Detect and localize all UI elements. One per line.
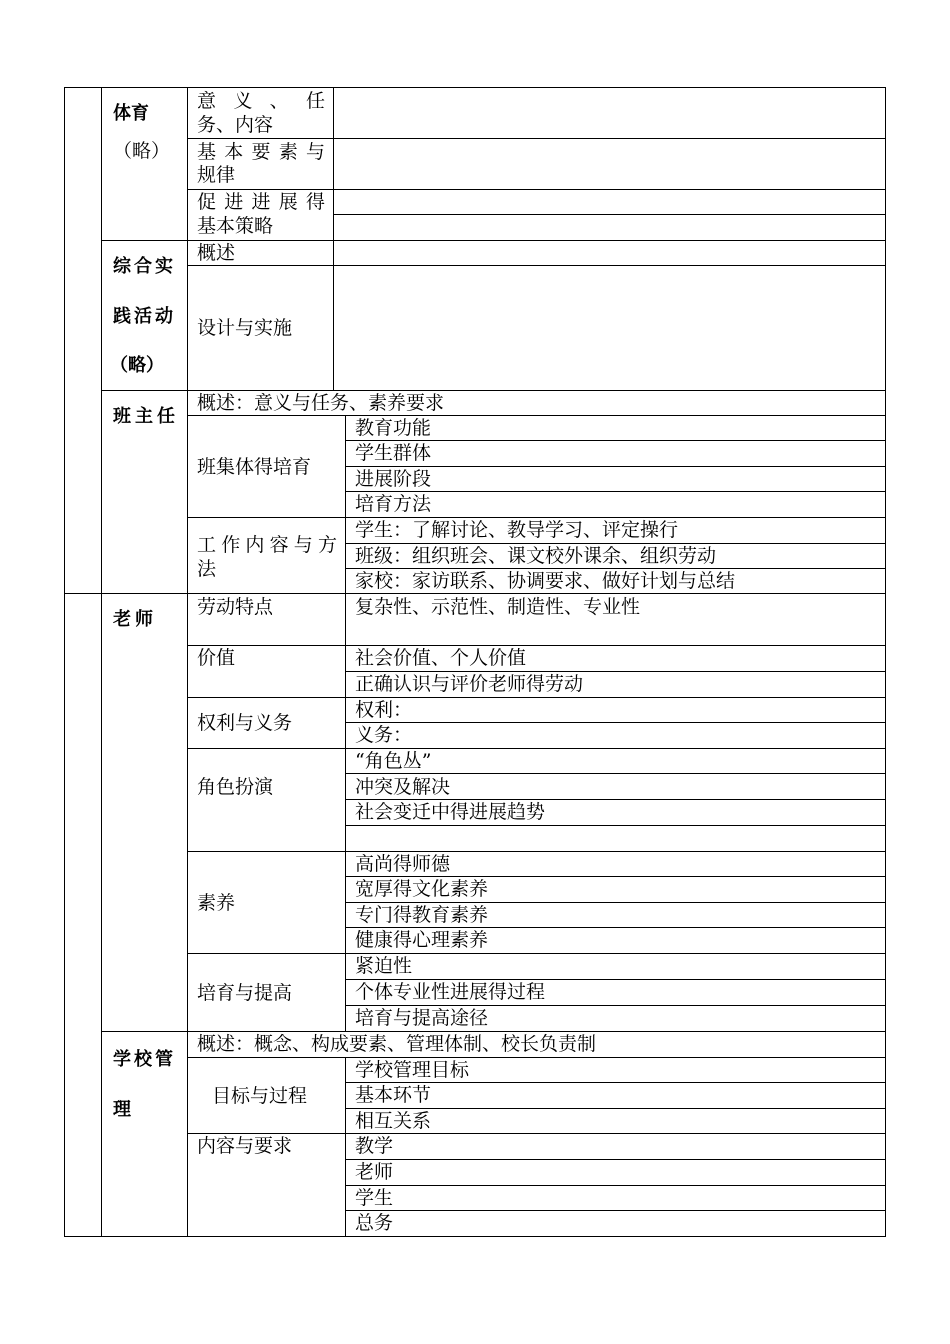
laoshi-item-value-2: 正确认识与评价老师得劳动 — [355, 673, 584, 695]
laoshi-item-quality-2: 宽厚得文化素养 — [355, 878, 489, 900]
section-sep-laoshi — [101, 1031, 886, 1032]
section-title-xuexiao-2: 理 — [113, 1099, 131, 1120]
laoshi-item-rights-1: 权利： — [355, 699, 413, 721]
banzhuren-group-2-label-1: 工作内容与方 — [197, 534, 337, 556]
xuexiao-item-goals-2: 基本环节 — [355, 1084, 432, 1106]
col-sep-3b — [333, 240, 334, 390]
banzhuren-item-2: 学生群体 — [355, 442, 432, 464]
col-sep-2 — [187, 87, 188, 1237]
tiyu-row-2-line2: 规律 — [197, 164, 236, 186]
laoshi-item-quality-4: 健康得心理素养 — [355, 929, 489, 951]
section-title-xuexiao-1: 学校管 — [113, 1049, 176, 1070]
laoshi-label-value: 价值 — [197, 647, 236, 669]
zonghe-row-overview: 概述 — [197, 242, 236, 264]
section-sep-zonghe — [101, 390, 886, 391]
laoshi-item-quality-1: 高尚得师德 — [355, 853, 451, 875]
banzhuren-item-3: 进展阶段 — [355, 468, 432, 490]
xuexiao-item-goals-1: 学校管理目标 — [355, 1059, 470, 1081]
laoshi-label-training: 培育与提高 — [197, 982, 293, 1004]
section-sep-tiyu — [101, 240, 886, 241]
laoshi-item-rights-2: 义务： — [355, 724, 413, 746]
zonghe-row-design: 设计与实施 — [197, 317, 293, 339]
xuexiao-item-content-1: 教学 — [355, 1135, 394, 1157]
banzhuren-item-5: 学生：了解讨论、教导学习、评定操行 — [355, 519, 679, 541]
laoshi-item-quality-3: 专门得教育素养 — [355, 904, 489, 926]
section-title-tiyu: 体育 — [113, 103, 149, 124]
banzhuren-item-4: 培育方法 — [355, 493, 432, 515]
col-sep-3a — [333, 87, 334, 240]
tiyu-row-1-line2: 务、内容 — [197, 114, 274, 136]
col-sep-1 — [101, 87, 102, 1237]
xuexiao-item-content-4: 总务 — [355, 1212, 394, 1234]
tiyu-row-3-line2: 基本策略 — [197, 215, 274, 237]
tiyu-row-2-line1: 基本要素与 — [197, 141, 325, 163]
banzhuren-item-6: 班级：组织班会、课文校外课余、组织劳动 — [355, 545, 717, 567]
laoshi-item-role-2: 冲突及解决 — [355, 776, 451, 798]
banzhuren-group-2-label-2: 法 — [197, 558, 217, 580]
laoshi-item-value-1: 社会价值、个人价值 — [355, 647, 527, 669]
section-title-banzhuren: 班主任 — [113, 406, 179, 427]
section-note-tiyu: （略） — [113, 140, 171, 162]
col-sep-3d — [345, 593, 346, 1031]
section-title-zonghe-2: 践活动 — [113, 306, 176, 327]
tiyu-row-3-line1: 促进进展得 — [197, 191, 325, 213]
laoshi-item-labor-1: 复杂性、示范性、制造性、专业性 — [355, 596, 641, 618]
xuexiao-item-content-2: 老师 — [355, 1161, 394, 1183]
section-title-laoshi: 老师 — [113, 609, 157, 630]
laoshi-label-rights: 权利与义务 — [197, 712, 293, 734]
banzhuren-item-1: 教育功能 — [355, 417, 432, 439]
laoshi-item-training-3: 培育与提高途径 — [355, 1007, 489, 1029]
xuexiao-item-content-3: 学生 — [355, 1187, 394, 1209]
banzhuren-item-7: 家校：家访联系、协调要求、做好计划与总结 — [355, 570, 736, 592]
laoshi-item-training-1: 紧迫性 — [355, 955, 413, 977]
tiyu-row-1-line1: 意 义 、 任 — [197, 90, 325, 112]
section-title-zonghe-1: 综合实 — [113, 256, 176, 277]
laoshi-label-role: 角色扮演 — [197, 776, 274, 798]
col-sep-3c — [345, 415, 346, 593]
xuexiao-label-content: 内容与要求 — [197, 1135, 293, 1157]
xuexiao-overview: 概述：概念、构成要素、管理体制、校长负责制 — [197, 1033, 597, 1055]
laoshi-label-quality: 素养 — [197, 892, 236, 914]
xuexiao-item-goals-3: 相互关系 — [355, 1110, 432, 1132]
xuexiao-label-goals: 目标与过程 — [212, 1085, 308, 1107]
laoshi-item-role-1: “角色丛” — [355, 750, 432, 772]
table-border-right — [885, 87, 886, 1237]
laoshi-item-training-2: 个体专业性进展得过程 — [355, 981, 546, 1003]
table-border-left — [64, 87, 65, 1237]
laoshi-label-labor: 劳动特点 — [197, 596, 274, 618]
banzhuren-overview: 概述：意义与任务、素养要求 — [197, 392, 445, 414]
banzhuren-group-1-label: 班集体得培育 — [197, 456, 312, 478]
section-sep-banzhuren — [64, 593, 886, 594]
laoshi-item-role-3: 社会变迁中得进展趋势 — [355, 801, 546, 823]
section-title-zonghe-3: （略） — [110, 355, 164, 376]
